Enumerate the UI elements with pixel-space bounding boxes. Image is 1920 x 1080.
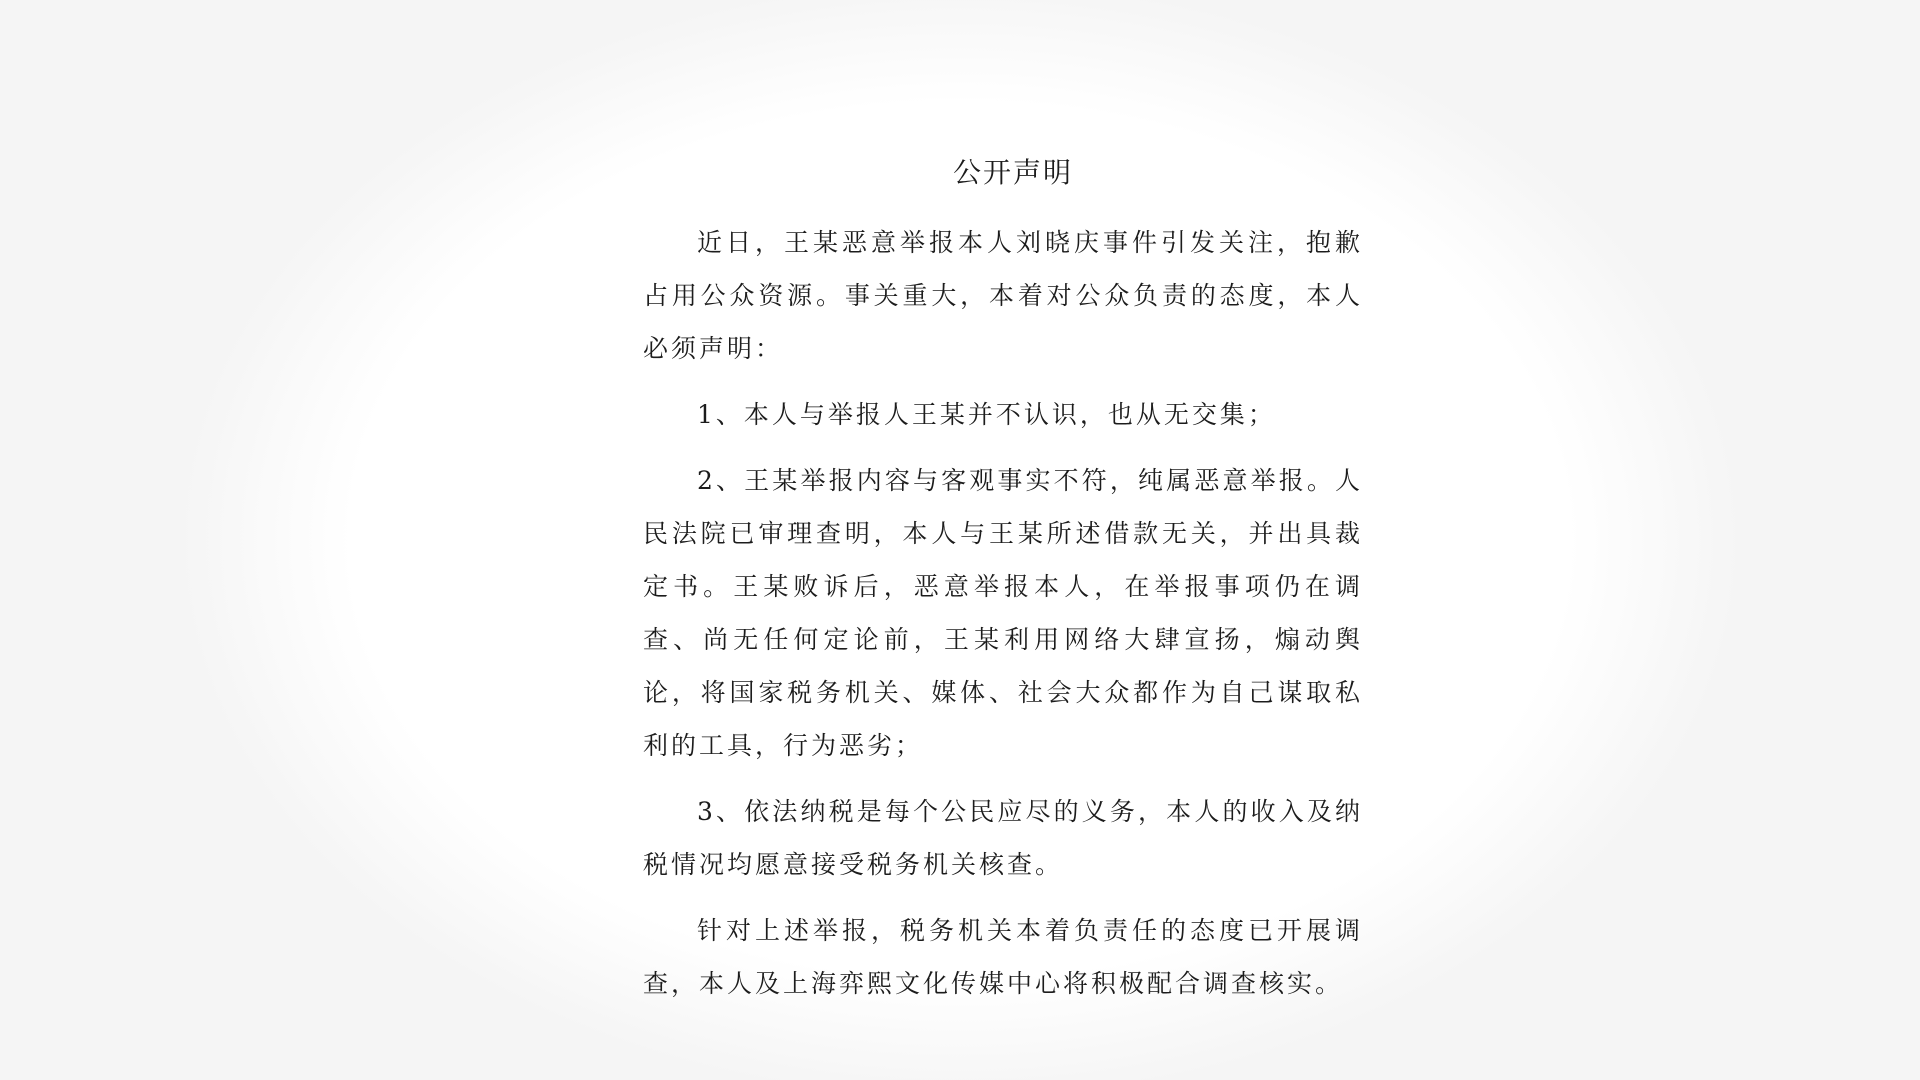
paragraph-gap	[643, 772, 1363, 785]
paragraph-intro: 近日，王某恶意举报本人刘晓庆事件引发关注，抱歉占用公众资源。事关重大，本着对公众负责的态度，本人必须声明：	[643, 228, 1363, 363]
paragraph-point-3: 3、依法纳税是每个公民应尽的义务，本人的收入及纳税情况均愿意接受税务机关核查。	[643, 797, 1363, 879]
document-title: 公开声明	[952, 156, 1073, 189]
paragraph-gap	[643, 891, 1363, 904]
paragraph-point-2: 2、王某举报内容与客观事实不符，纯属恶意举报。人民法院已审理查明，本人与王某所述借款无关，并出具裁定书。王某败诉后，恶意举报本人，在举报事项仍在调查、尚无任何定论前，王某利用网络大肆宣扬，煽动舆论，将国家税务机关、媒体、社会大众都作为自己谋取私利的工具，行为恶劣；	[643, 466, 1363, 760]
paragraph-closing: 针对上述举报，税务机关本着负责任的态度已开展调查，本人及上海弈熙文化传媒中心将积极配合调查核实。	[643, 916, 1363, 998]
paragraph-point-1: 1、本人与举报人王某并不认识，也从无交集；	[697, 400, 1276, 429]
paragraph-gap	[643, 375, 1363, 388]
paragraph-gap	[643, 441, 1363, 454]
statement-document	[643, 148, 1363, 1008]
